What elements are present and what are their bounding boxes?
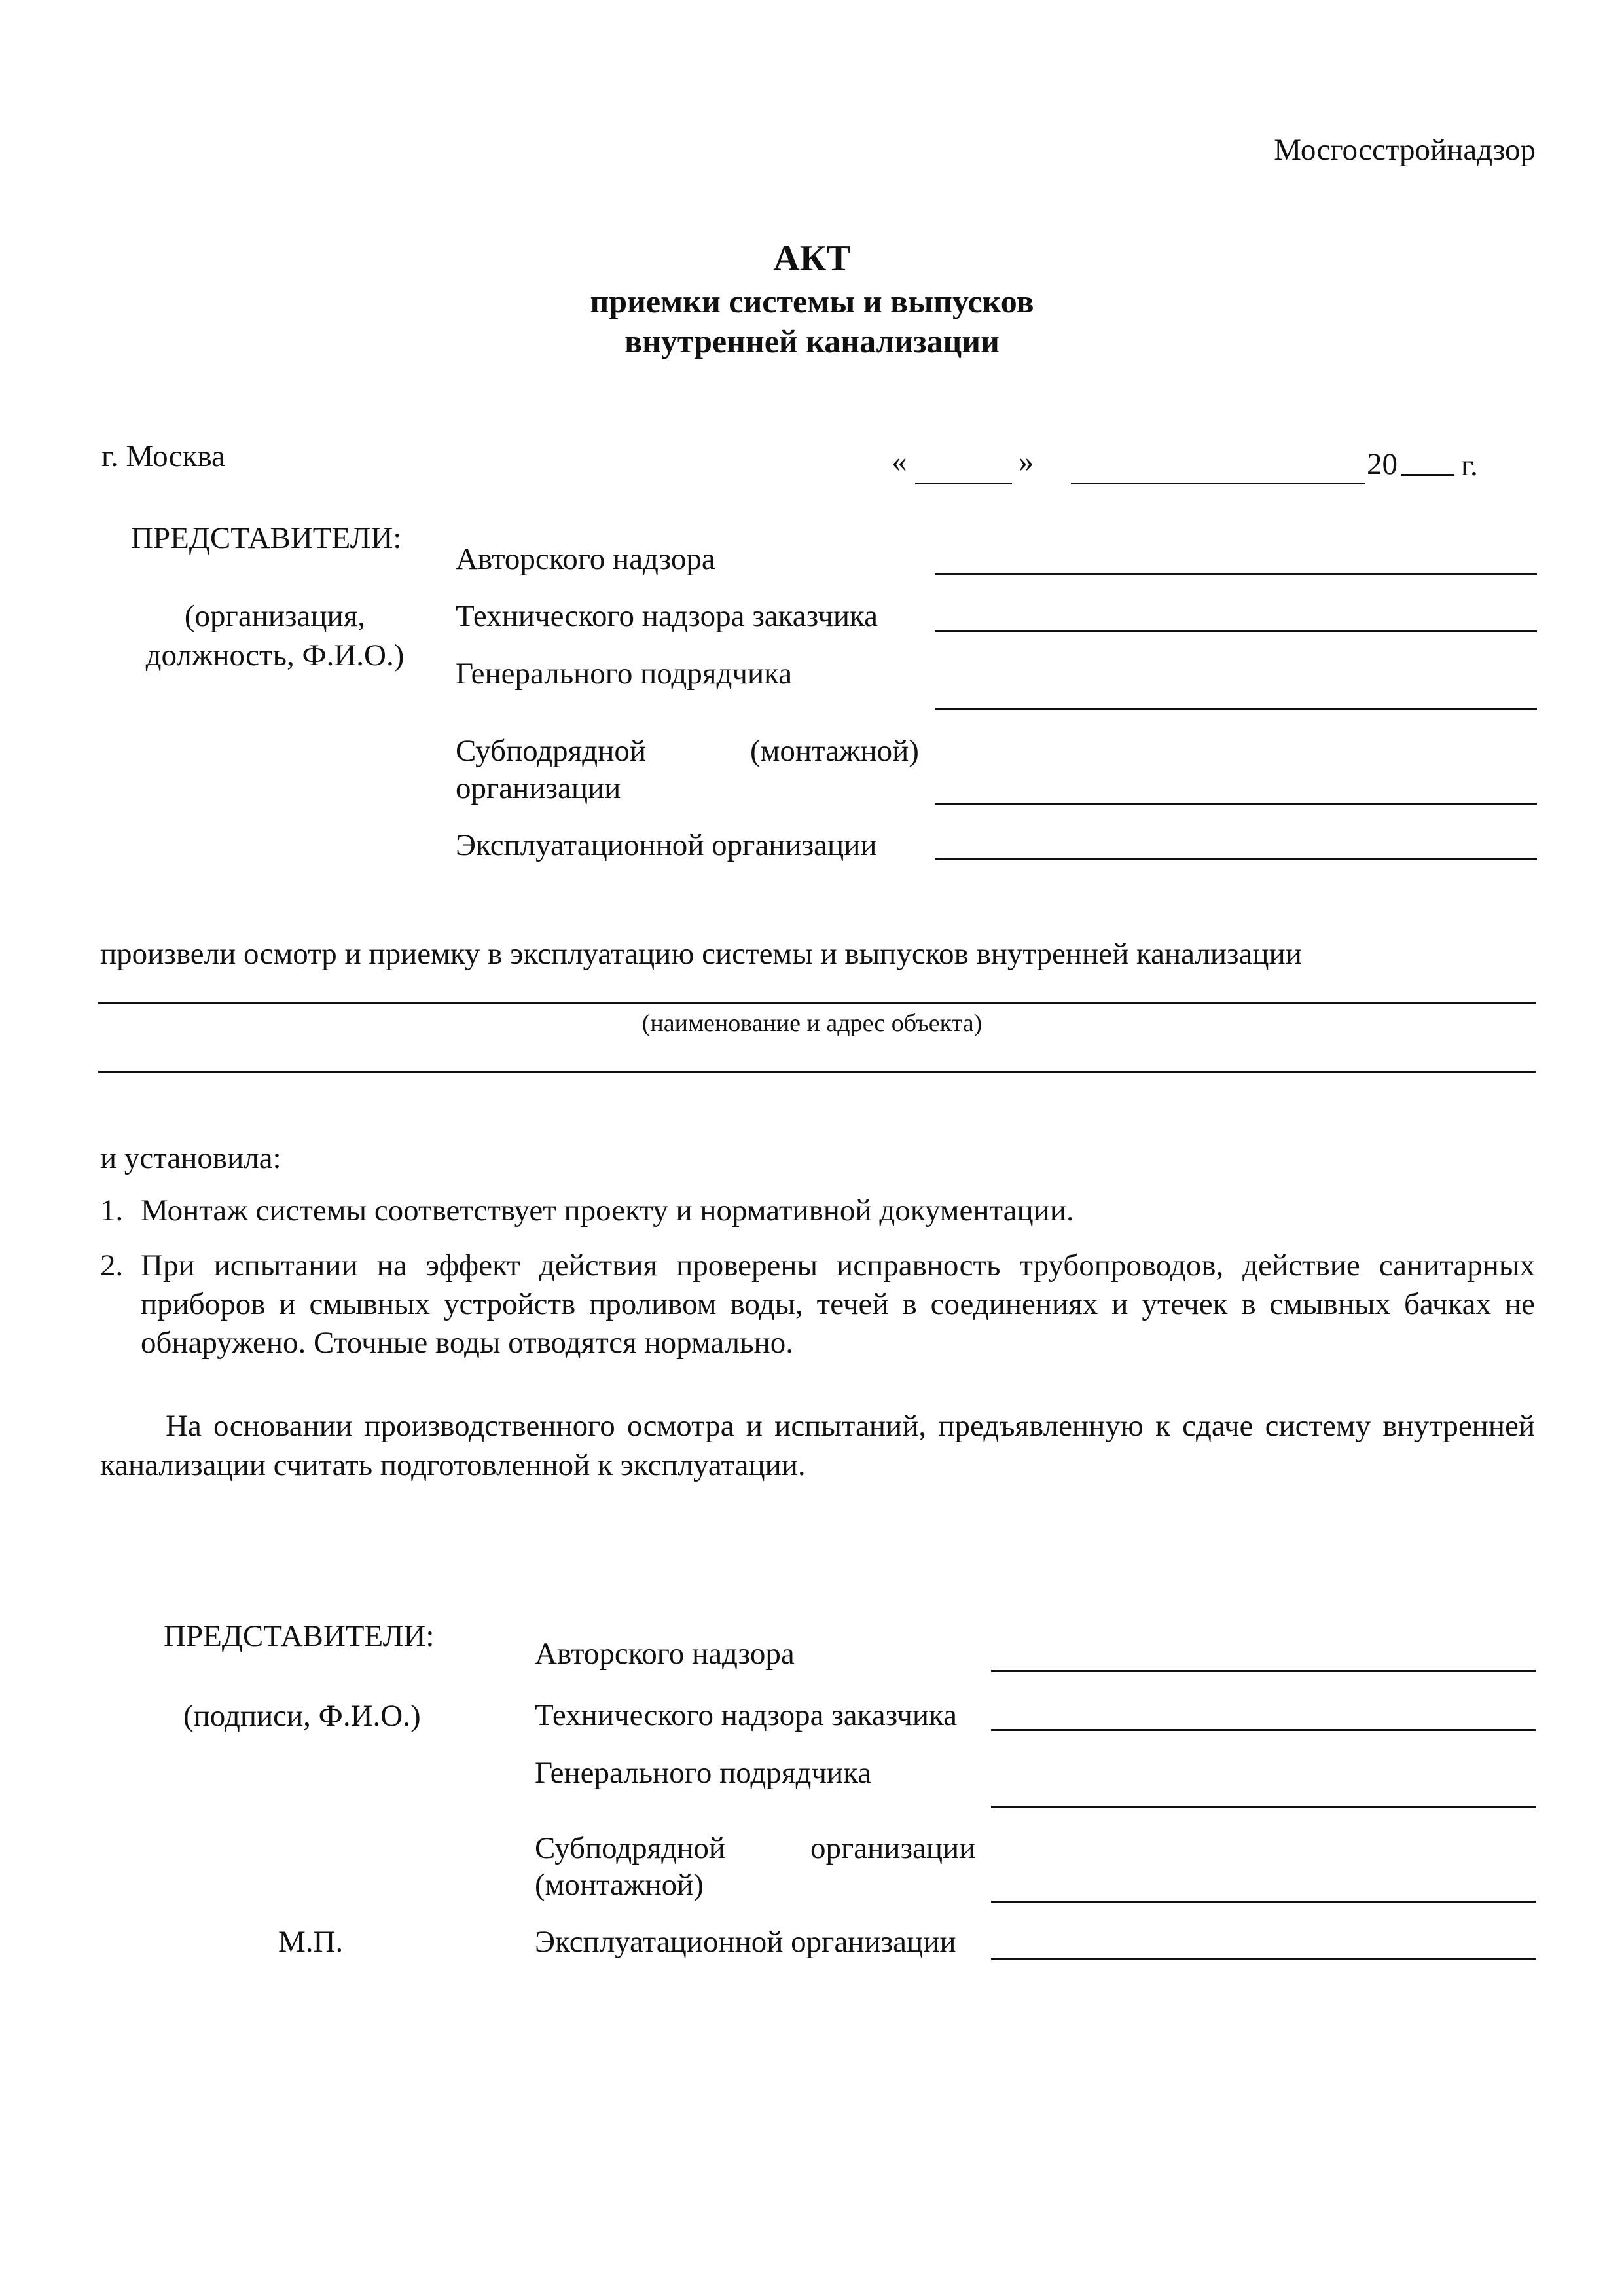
- finding-text: Монтаж системы соответствует проекту и нормативной документации.: [141, 1194, 1074, 1228]
- object-caption: (наименование и адрес объекта): [641, 1010, 983, 1037]
- operating-organization-field[interactable]: [935, 858, 1537, 860]
- role-operating-organization: Эксплуатационной организации: [456, 828, 877, 862]
- signature-general-contractor-field[interactable]: [991, 1806, 1536, 1808]
- title-line-2: внутренней канализации: [624, 323, 1000, 359]
- established-label: и установила:: [100, 1141, 281, 1175]
- representatives-note-line-1: (организация,: [184, 599, 366, 633]
- role-author-supervision: Авторского надзора: [456, 542, 715, 576]
- role-general-contractor: Генерального подрядчика: [456, 657, 793, 691]
- inspection-statement: произвели осмотр и приемку в эксплуатацию системы и выпусков внутренней канализации: [100, 937, 1302, 971]
- signature-role-subcontractor-word1: Субподрядной: [535, 1831, 726, 1865]
- general-contractor-field[interactable]: [935, 708, 1537, 710]
- finding-number: 2.: [100, 1248, 124, 1283]
- signatures-note: (подписи, Ф.И.О.): [183, 1699, 421, 1733]
- year-suffix: г.: [1461, 448, 1478, 483]
- role-technical-supervision: Технического надзора заказчика: [456, 599, 878, 633]
- role-subcontractor-word1: Субподрядной: [456, 734, 647, 768]
- signature-role-author-supervision: Авторского надзора: [535, 1637, 795, 1671]
- finding-text: При испытании на эффект действия проверены исправность трубопроводов, действие санитарных приборов и смывных устройств проливом воды, течей в соединениях и утечек в смывных бачках не обнаружено. Сточные воды отводятся нормально.: [141, 1248, 1535, 1360]
- stamp-label: М.П.: [278, 1925, 344, 1959]
- document-title: [0, 236, 1624, 361]
- object-address-field[interactable]: [98, 1071, 1536, 1073]
- signature-role-subcontractor-word3: (монтажной): [535, 1868, 704, 1902]
- title-line-1: приемки системы и выпусков: [590, 283, 1034, 319]
- title-main: АКТ: [773, 238, 851, 279]
- signature-role-operating-organization: Эксплуатационной организации: [535, 1925, 956, 1959]
- finding-number: 1.: [100, 1194, 124, 1228]
- signature-subcontractor-field[interactable]: [991, 1901, 1536, 1903]
- signature-role-subcontractor-word2: организации: [810, 1831, 976, 1865]
- subcontractor-field[interactable]: [935, 803, 1537, 805]
- role-subcontractor-word2: (монтажной): [750, 734, 919, 768]
- role-subcontractor-word3: организации: [456, 771, 621, 805]
- representatives-heading: ПРЕДСТАВИТЕЛИ:: [131, 521, 402, 555]
- month-field[interactable]: [1071, 483, 1365, 484]
- signature-role-technical-supervision: Технического надзора заказчика: [535, 1698, 958, 1732]
- authority-name: Мосгосстройнадзор: [1274, 133, 1536, 167]
- year-field[interactable]: [1401, 474, 1454, 476]
- date-quote-open: «: [892, 445, 907, 479]
- representatives-note-line-2: должность, Ф.И.О.): [145, 638, 405, 672]
- signature-operating-organization-field[interactable]: [991, 1958, 1536, 1960]
- signatures-heading: ПРЕДСТАВИТЕЛИ:: [164, 1619, 435, 1653]
- signature-author-supervision-field[interactable]: [991, 1670, 1536, 1672]
- year-prefix: 20: [1367, 447, 1398, 481]
- date-quote-close: »: [1019, 445, 1034, 479]
- signature-technical-supervision-field[interactable]: [991, 1729, 1536, 1731]
- city: г. Москва: [101, 439, 225, 473]
- conclusion-paragraph: На основании производственного осмотра и испытаний, предъявленную к сдаче систему внутренней канализации считать подготовленной к эксплуатации.: [100, 1409, 1535, 1483]
- technical-supervision-field[interactable]: [935, 630, 1537, 632]
- author-supervision-field[interactable]: [935, 573, 1537, 575]
- signature-role-general-contractor: Генерального подрядчика: [535, 1756, 872, 1790]
- object-name-field[interactable]: [98, 1002, 1536, 1004]
- day-field[interactable]: [915, 483, 1012, 484]
